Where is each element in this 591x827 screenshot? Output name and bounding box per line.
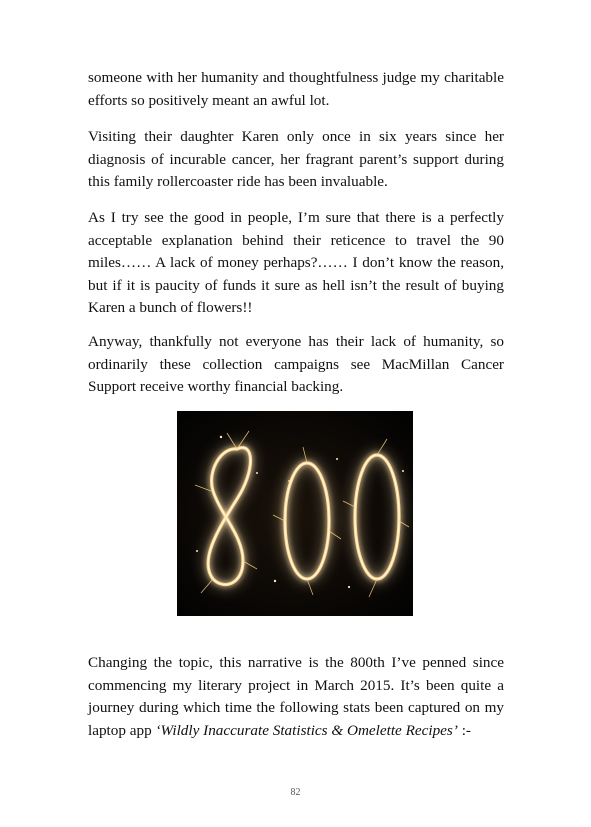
paragraph-1: someone with her humanity and thoughtfulness judge my charitable efforts so positively meant an awful lot. — [88, 69, 504, 109]
closing-suffix: :- — [457, 721, 471, 739]
page-number: 82 — [290, 787, 301, 798]
paragraph-3: As I try see the good in people, I’m sure that there is a perfectly acceptable explanation behind their reticence to travel the 90 miles…… A lack of money perhaps?…… I don’t know the reason, but if it is paucity of funds it sure as hell isn’t the result of buying Karen a bunch of flowers!! — [88, 209, 504, 316]
closing-text: Changing the topic, this narrative is the 800th I’ve penned since commencing my literary project in March 2015. It’s been quite a journey during which time the following stats been captured on my laptop app — [88, 654, 504, 739]
paragraph-2: Visiting their daughter Karen only once in six years since her diagnosis of incurable cancer, her fragrant parent’s support during this family rollercoaster ride has been invaluable. — [88, 128, 504, 190]
sparkler-800-graphic — [177, 411, 413, 616]
paragraph-closing — [88, 652, 504, 742]
paragraph-4: Anyway, thankfully not everyone has their lack of humanity, so ordinarily these collection campaigns see MacMillan Cancer Support receive worthy financial backing. — [88, 333, 504, 395]
sparkler-800-photo — [177, 411, 413, 616]
app-title-italic: ‘Wildly Inaccurate Statistics & Omelette Recipes’ — [155, 721, 458, 739]
